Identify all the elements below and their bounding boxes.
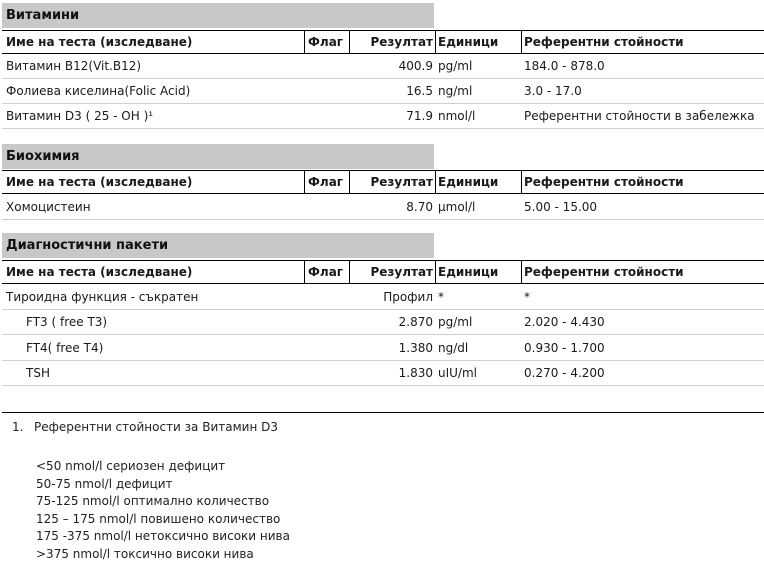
header-flag: Флаг (308, 265, 344, 279)
test-result: 1.380 (398, 341, 433, 355)
header-units: Единици (438, 35, 499, 49)
test-name: FT3 ( free T3) (26, 315, 108, 329)
header-name: Име на теста (изследване) (6, 265, 193, 279)
test-units: nmol/l (438, 109, 476, 123)
header-units: Единици (438, 265, 499, 279)
test-result: 8.70 (406, 200, 433, 214)
table-row (2, 195, 764, 220)
header-name: Име на теста (изследване) (6, 35, 193, 49)
test-name: Витамин D3 ( 25 - OH )¹ (6, 109, 154, 123)
test-units: ng/ml (438, 84, 473, 98)
test-ref: * (524, 290, 530, 304)
test-ref: 0.930 - 1.700 (524, 341, 605, 355)
header-ref: Референтни стойности (524, 175, 684, 189)
footnote-line: <50 nmol/l сериозен дефицит (36, 459, 226, 473)
footnote-lines (36, 458, 290, 564)
table-row (2, 285, 764, 310)
footnote-line: >375 nmol/l токсично високи нива (36, 546, 254, 561)
header-name: Име на теста (изследване) (6, 175, 193, 189)
test-name: Хомоцистеин (6, 200, 91, 214)
test-units: µmol/l (438, 200, 476, 214)
test-result: 400.9 (398, 59, 433, 73)
test-units: ng/dl (438, 341, 469, 355)
test-units: pg/ml (438, 315, 473, 329)
table-header (2, 260, 764, 284)
test-result: 1.830 (398, 366, 433, 380)
test-ref: Референтни стойности в забележка (524, 109, 755, 123)
test-ref: 3.0 - 17.0 (524, 84, 582, 98)
test-units: uIU/ml (438, 366, 477, 380)
test-result: Профил (383, 290, 433, 304)
test-name: FT4( free T4) (26, 341, 104, 355)
table-row (2, 310, 764, 335)
header-result: Резултат (370, 35, 433, 49)
table-header (2, 30, 764, 54)
test-result: 2.870 (398, 315, 433, 329)
table-row (2, 104, 764, 129)
table-row (2, 79, 764, 104)
test-ref: 5.00 - 15.00 (524, 200, 598, 214)
test-result: 16.5 (406, 84, 433, 98)
header-flag: Флаг (308, 35, 344, 49)
test-ref: 184.0 - 878.0 (524, 59, 605, 73)
footnote-line: 75-125 nmol/l оптимално количество (36, 494, 270, 509)
header-result: Резултат (370, 175, 433, 189)
test-name: Фолиева киселина(Folic Acid) (6, 84, 191, 98)
test-name: Тироидна функция - съкратен (6, 290, 199, 304)
section-title: Диагностични пакети (2, 233, 434, 258)
footnote-number: 1. (12, 420, 24, 434)
table-row (2, 54, 764, 79)
table-row (2, 361, 764, 386)
test-units: pg/ml (438, 59, 473, 73)
header-ref: Референтни стойности (524, 35, 684, 49)
test-result: 71.9 (406, 109, 433, 123)
test-units: * (438, 290, 444, 304)
footnote-divider (2, 412, 764, 413)
footnote-line: 175 -375 nmol/l нетоксично високи нива (36, 529, 290, 544)
footnote-line: 50-75 nmol/l дефицит (36, 476, 173, 491)
section-title: Витамини (2, 3, 434, 28)
test-ref: 0.270 - 4.200 (524, 366, 605, 380)
table-header (2, 170, 764, 194)
header-flag: Флаг (308, 175, 344, 189)
header-ref: Референтни стойности (524, 265, 684, 279)
section-title: Биохимия (2, 144, 434, 169)
test-name: TSH (26, 366, 50, 380)
table-row (2, 336, 764, 361)
footnote-title: Референтни стойности за Витамин D3 (34, 420, 278, 434)
test-name: Витамин B12(Vit.B12) (6, 59, 142, 73)
header-units: Единици (438, 175, 499, 189)
test-ref: 2.020 - 4.430 (524, 315, 605, 329)
footnote-line: 125 – 175 nmol/l повишено количество (36, 511, 281, 526)
header-result: Резултат (370, 265, 433, 279)
